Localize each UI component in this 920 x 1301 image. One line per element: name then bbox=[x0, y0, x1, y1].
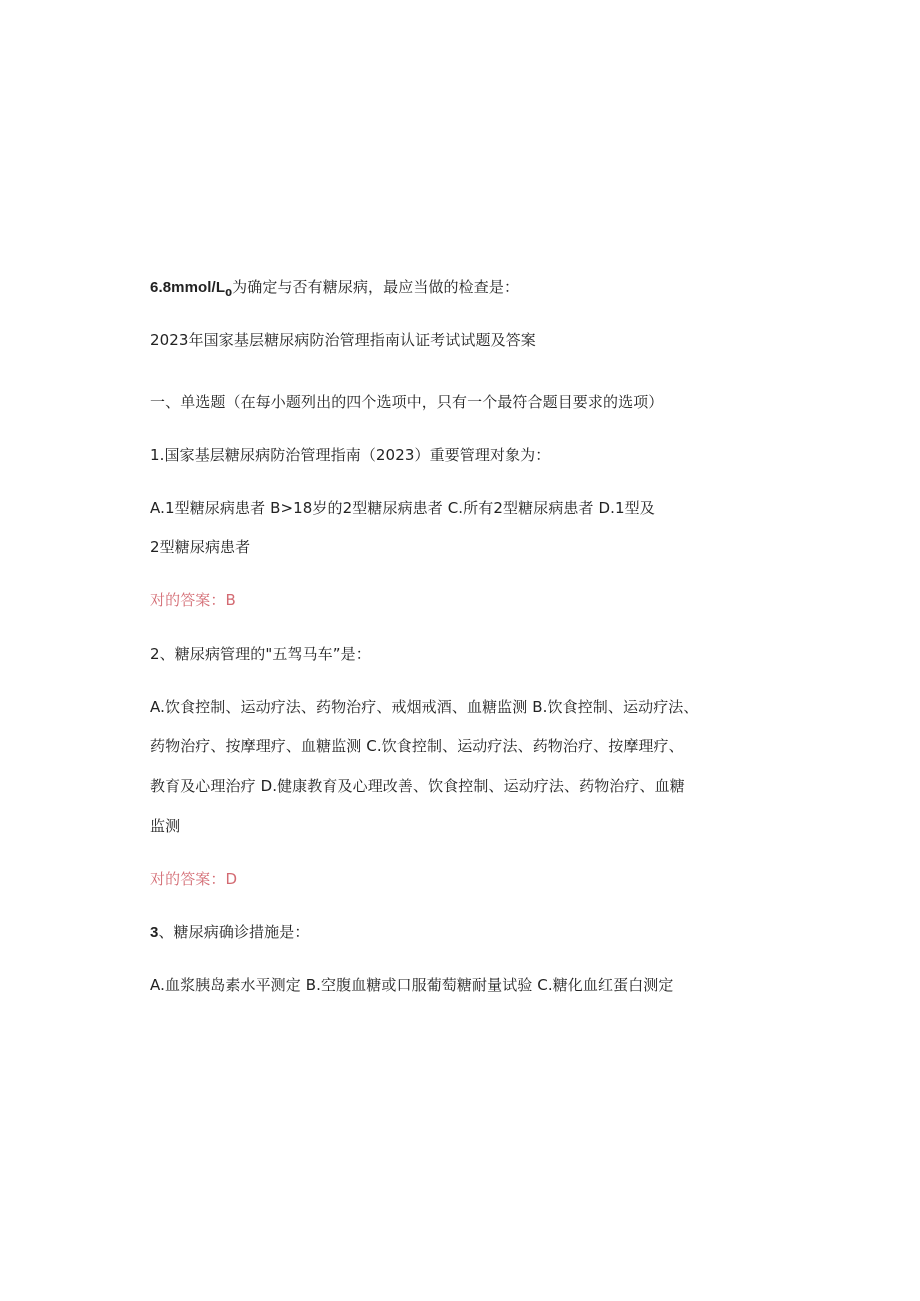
intro-subscript: 0 bbox=[225, 288, 233, 299]
question-3-number: 3 bbox=[150, 924, 159, 941]
intro-lead: 6.8mmol/L bbox=[150, 279, 226, 296]
question-3-options-line-1: A.血浆胰岛素水平测定 B.空腹血糖或口服葡萄糖耐量试验 C.糖化血红蛋白测定 bbox=[150, 976, 674, 994]
document-title: 2023年国家基层糖尿病防治管理指南认证考试试题及答案 bbox=[150, 331, 536, 349]
question-2-options-line-2: 药物治疗、按摩理疗、血糖监测 C.饮食控制、运动疗法、药物治疗、按摩理疗、 bbox=[150, 737, 684, 755]
question-2-options-line-4: 监测 bbox=[150, 817, 181, 835]
question-2-options-line-1: A.饮食控制、运动疗法、药物治疗、戒烟戒酒、血糖监测 B.饮食控制、运动疗法、 bbox=[150, 698, 699, 716]
intro-line bbox=[150, 276, 519, 305]
intro-rest: 为确定与否有糖尿病，最应当做的检查是： bbox=[232, 278, 520, 296]
section-heading: 一、单选题（在每小题列出的四个选项中，只有一个最符合题目要求的选项） bbox=[150, 393, 664, 411]
question-1-options-line-1: A.1型糖尿病患者 B>18岁的2型糖尿病患者 C.所有2型糖尿病患者 D.1型及 bbox=[150, 499, 655, 517]
question-1-options-line-2: 2型糖尿病患者 bbox=[150, 538, 251, 556]
question-1-stem: 1.国家基层糖尿病防治管理指南（2023）重要管理对象为： bbox=[150, 446, 551, 464]
question-1-answer: 对的答案：B bbox=[150, 591, 236, 609]
question-3-stem bbox=[150, 921, 309, 944]
question-2-answer: 对的答案：D bbox=[150, 870, 238, 888]
question-3-stem-text: 、糖尿病确诊措施是： bbox=[158, 923, 310, 941]
question-2-options-line-3: 教育及心理治疗 D.健康教育及心理改善、饮食控制、运动疗法、药物治疗、血糖 bbox=[150, 777, 685, 795]
question-2-stem: 2、糖尿病管理的"五驾马车”是： bbox=[150, 645, 371, 663]
